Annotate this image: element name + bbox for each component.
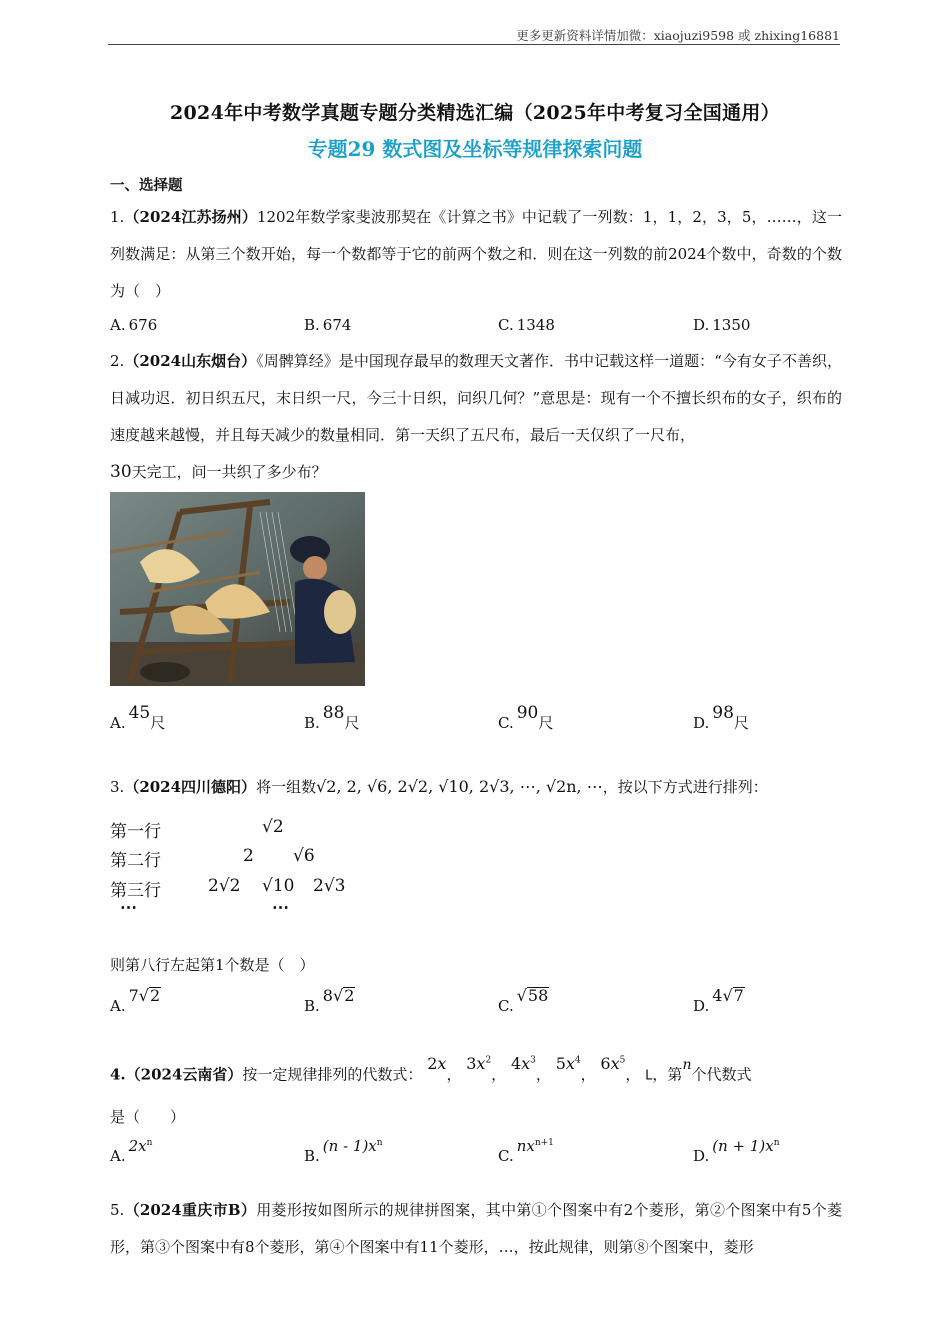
q4-term-5: $6x^5$ [600, 1054, 626, 1074]
q3-text-after: ，按以下方式进行排列： [602, 778, 768, 796]
q2-text: 《周髀算经》是中国现存最早的数理天文著作．书中记载这样一道题：“今有女子不善织，日减功迟．初日织五尺，末日织一尺，今三十日织，问织几何？”意思是：现有一个不擅长织布的女子，织布的速度越来越慢，并且每天减少的数量相同．第一天织了五尺布，最后一天仅织了一尺布， [110, 352, 842, 444]
q3-row-2-cell-1: 2 [243, 846, 254, 866]
q1-source: （2024江苏扬州） [124, 208, 257, 226]
q3-dots-left: ⋯ [120, 898, 137, 918]
q3-option-c[interactable]: C.√58 [498, 986, 549, 1015]
loom-photo [110, 492, 365, 686]
q1-option-a[interactable]: A. 676 [110, 316, 158, 334]
q1-option-c[interactable]: C. 1348 [498, 316, 555, 334]
q2-option-a[interactable]: A. 45尺 [110, 703, 166, 732]
q4-text-after: 个代数式 [691, 1065, 752, 1084]
q4-option-c[interactable]: $C.nx^{n+1}$ [498, 1137, 554, 1165]
q3-row-3-cell-1: 2√2 [208, 876, 241, 896]
q2-option-d[interactable]: D. 98尺 [693, 703, 749, 732]
q1-options [110, 316, 842, 346]
q3-dots-right: ⋯ [272, 898, 289, 918]
q3-option-b[interactable]: B.8√2 [304, 986, 355, 1015]
q4-n: n [682, 1057, 692, 1074]
q3-sequence: √2, 2, √6, 2√2, √10, 2√3, ⋯, √2n, ⋯ [316, 777, 603, 796]
q2-options [110, 703, 842, 742]
q3-row-1-cell-1: √2 [262, 817, 284, 837]
q4-number: 4. [110, 1065, 126, 1084]
q2-number: 2. [110, 352, 125, 370]
q4-option-b[interactable]: $B.(n - 1)x^n$ [304, 1137, 383, 1165]
q4-option-a[interactable]: $A.2x^n$ [110, 1137, 153, 1165]
q4-term-2: $3x^2$ [466, 1054, 492, 1074]
q4-options [110, 1137, 842, 1175]
q3-option-d[interactable]: D.4√7 [693, 986, 744, 1015]
question-4: 4.（2024云南省）按一定规律排列的代数式： 2x， $3x^2$， $4x^3$， $5x^4$， $6x^5$， L，第n个代数式 [110, 1054, 752, 1084]
question-2 [110, 343, 842, 491]
q3-row-3-cell-2: √10 [262, 876, 295, 896]
q3-option-a[interactable]: A.7√2 [110, 986, 161, 1015]
q2-text-tail: 天完工，问一共织了多少布？ [131, 463, 327, 481]
q4-ellipsis: L [645, 1068, 653, 1084]
q1-option-d[interactable]: D. 1350 [693, 316, 751, 334]
q2-option-c[interactable]: C. 90尺 [498, 703, 554, 732]
question-3 [110, 768, 842, 806]
q3-number: 3. [110, 778, 125, 796]
q5-text: 用菱形按如图所示的规律拼图案，其中第①个图案中有2个菱形，第②个图案中有5个菱形，第③个图案中有8个菱形，第④个图案中有11个菱形，…，按此规律，则第⑧个图案中，菱形 [110, 1201, 842, 1256]
question-1 [110, 199, 842, 310]
q4-text-before: 按一定规律排列的代数式： [242, 1065, 423, 1084]
q2-option-b[interactable]: B. 88尺 [304, 703, 360, 732]
header-note: 更多更新资料详情加微：xiaojuzi9598 或 zhixing16881 [516, 28, 840, 43]
q2-source: （2024山东烟台） [124, 352, 257, 370]
q3-row-2-cell-2: √6 [293, 846, 315, 866]
q1-number: 1. [110, 208, 125, 226]
q2-days: 30 [110, 462, 132, 482]
q3-row-1-label: 第一行 [110, 822, 161, 842]
q5-source: （2024重庆市B） [124, 1201, 257, 1219]
section-title: 一、选择题 [110, 177, 183, 194]
q4-option-d[interactable]: $D.(n + 1)x^n$ [693, 1137, 780, 1165]
q1-option-b[interactable]: B. 674 [304, 316, 352, 334]
q4-term-1: 2x [427, 1054, 447, 1074]
q4-term-3: $4x^3$ [510, 1054, 536, 1074]
q3-row-3-label: 第三行 [110, 881, 161, 901]
q3-row-2-label: 第二行 [110, 851, 161, 871]
q4-term-4: $5x^4$ [555, 1054, 581, 1074]
q4-text-mid: 第 [667, 1065, 683, 1084]
q4-line-2: 是（ ） [110, 1108, 186, 1126]
q3-row-3-cell-3: 2√3 [313, 876, 346, 896]
q3-source: （2024四川德阳） [124, 778, 257, 796]
document-title: 2024年中考数学真题专题分类精选汇编（2025年中考复习全国通用） [170, 102, 780, 124]
q3-text-before: 将一组数 [256, 778, 317, 796]
document-subtitle: 专题29 数式图及坐标等规律探索问题 [307, 137, 643, 161]
q3-question: 则第八行左起第1个数是（ ） [110, 956, 315, 974]
q1-text: 1202年数学家斐波那契在《计算之书》中记载了一列数：1，1，2，3，5，……，这一列数满足：从第三个数开始，每一个数都等于它的前两个数之和．则在这一列数的前2024个数中，奇数的个数为（ ） [110, 208, 842, 300]
question-5 [110, 1192, 842, 1266]
q3-options [110, 986, 842, 1024]
q4-source: （2024云南省） [125, 1065, 243, 1084]
q5-number: 5. [110, 1201, 125, 1219]
header-rule [108, 44, 840, 45]
